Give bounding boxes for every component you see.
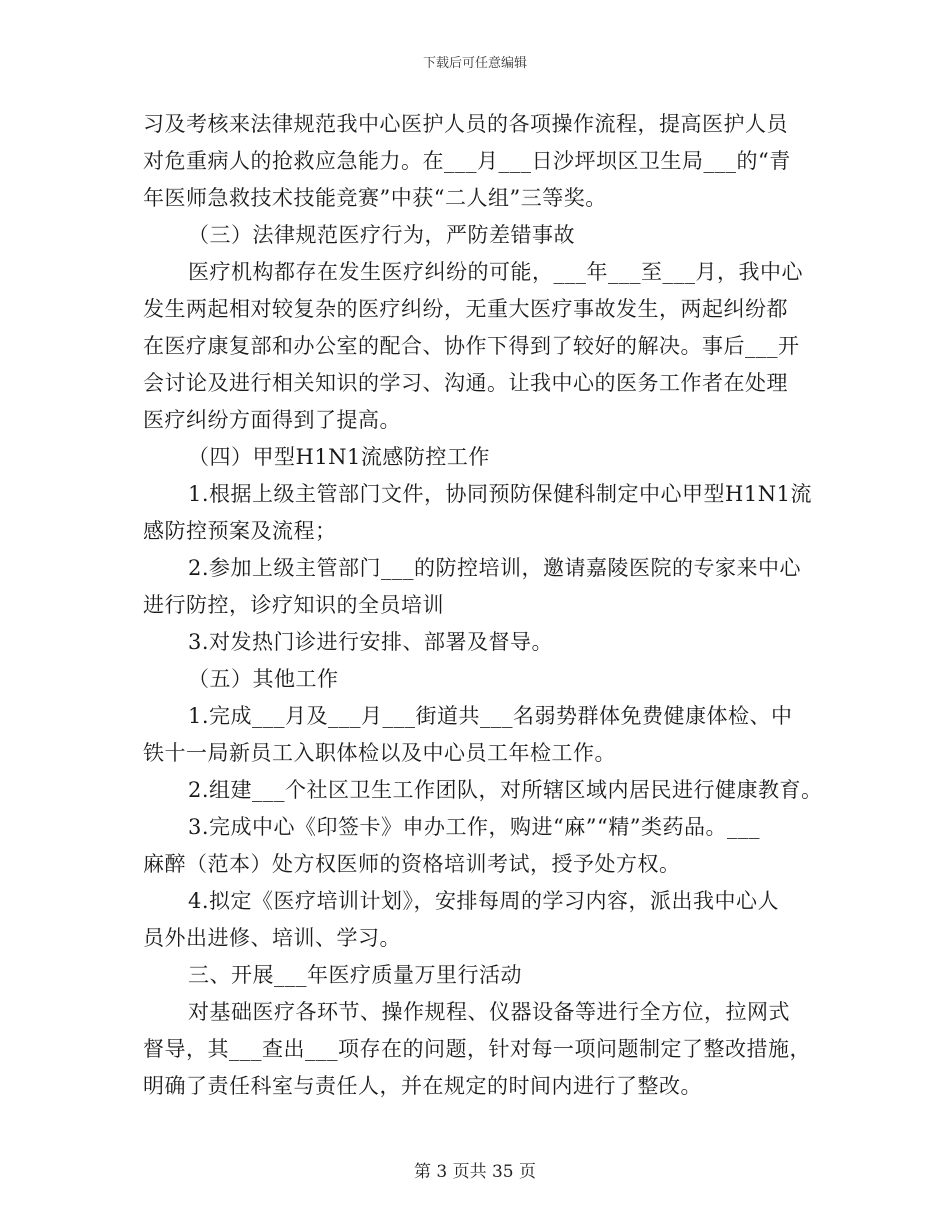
text-line-25: 对基础医疗各环节、操作规程、仪器设备等进行全方位，拉网式 bbox=[188, 1000, 790, 1024]
text-line-20: 3.完成中心《印签卡》申办工作，购进“麻”“精”类药品。___ bbox=[188, 815, 760, 839]
text-line-8: 会讨论及进行相关知识的学习、沟通。让我中心的医务工作者在处理 bbox=[143, 371, 788, 395]
text-line-13: 2.参加上级主管部门___的防控培训，邀请嘉陵医院的专家来中心 bbox=[188, 556, 802, 580]
text-line-26: 督导，其___查出___项存在的问题，针对每一项问题制定了整改措施， bbox=[143, 1037, 811, 1061]
text-line-23: 员外出进修、培训、学习。 bbox=[143, 926, 401, 950]
text-line-19: 2.组建___个社区卫生工作团队，对所辖区域内居民进行健康教育。 bbox=[188, 778, 823, 802]
header-note: 下载后可任意编辑 bbox=[422, 56, 527, 71]
text-line-15: 3.对发热门诊进行安排、部署及督导。 bbox=[188, 630, 554, 654]
text-line-5: 医疗机构都存在发生医疗纠纷的可能，___年___至___月，我中心 bbox=[188, 260, 803, 284]
text-line-17: 1.完成___月及___月___街道共___名弱势群体免费健康体检、中 bbox=[188, 704, 793, 728]
text-line-3: 年医师急救技术技能竞赛”中获“二人组”三等奖。 bbox=[143, 186, 607, 210]
text-line-11: 1.根据上级主管部门文件，协同预防保健科制定中心甲型H1N1流 bbox=[188, 482, 812, 506]
text-line-22: 4.拟定《医疗培训计划》，安排每周的学习内容，派出我中心人 bbox=[188, 889, 780, 913]
document-body bbox=[143, 106, 823, 1105]
text-line-6: 发生两起相对较复杂的医疗纠纷，无重大医疗事故发生，两起纠纷都 bbox=[143, 297, 788, 321]
section-heading-4: （四）甲型H1N1流感防控工作 bbox=[188, 445, 490, 469]
text-line-14: 进行防控，诊疗知识的全员培训 bbox=[143, 593, 444, 617]
text-line-12: 感防控预案及流程； bbox=[143, 519, 337, 543]
text-line-18: 铁十一局新员工入职体检以及中心员工年检工作。 bbox=[143, 741, 616, 765]
section-heading-5: （五）其他工作 bbox=[188, 667, 339, 691]
page-number: 第 3 页共 35 页 bbox=[413, 1162, 537, 1182]
text-line-9: 医疗纠纷方面得到了提高。 bbox=[143, 408, 401, 432]
section-heading-3: （三）法律规范医疗行为，严防差错事故 bbox=[188, 223, 575, 247]
text-line-7: 在医疗康复部和办公室的配合、协作下得到了较好的解决。事后___开 bbox=[143, 334, 800, 358]
text-line-1: 习及考核来法律规范我中心医护人员的各项操作流程，提高医护人员 bbox=[143, 112, 788, 136]
text-line-2: 对危重病人的抢救应急能力。在___月___日沙坪坝区卫生局___的“青 bbox=[143, 149, 791, 173]
section-heading-three: 三、开展___年医疗质量万里行活动 bbox=[188, 963, 522, 987]
text-line-27: 明确了责任科室与责任人，并在规定的时间内进行了整改。 bbox=[143, 1074, 702, 1098]
text-line-21: 麻醉（范本）处方权医师的资格培训考试，授予处方权。 bbox=[143, 852, 681, 876]
